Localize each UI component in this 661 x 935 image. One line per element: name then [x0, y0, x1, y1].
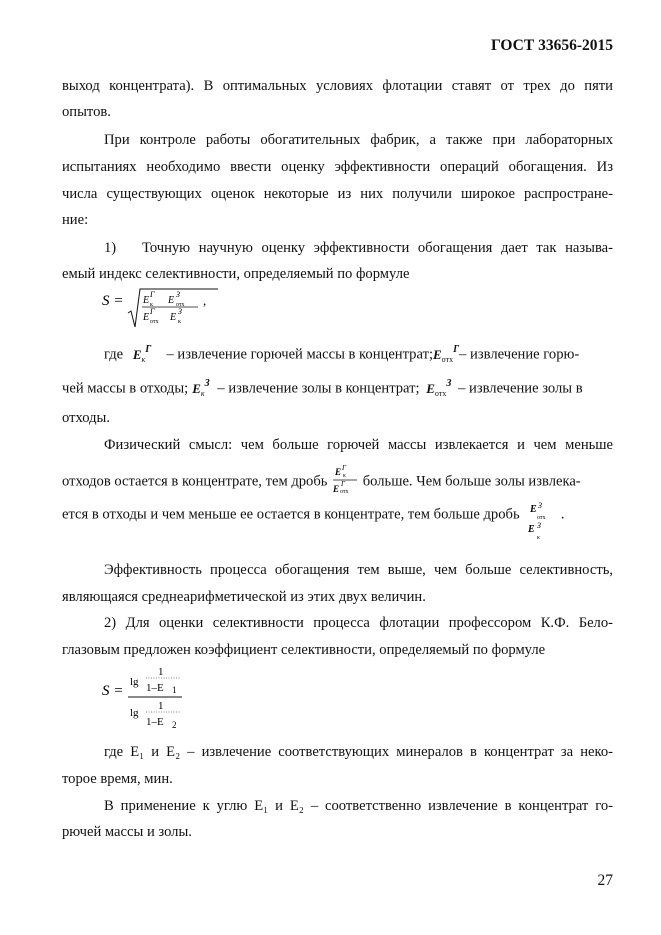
svg-text:E: E — [335, 467, 342, 477]
text-line: где $E_к^Г$ – извлечение горючей массы в $концентрат;E_{отх}^Г-$ извлечение горю- — [104, 341, 613, 369]
svg-text:S =: S = — [102, 683, 124, 699]
text-line: рючей массы и золы. — [62, 824, 192, 840]
svg-text:E: E — [170, 312, 177, 323]
svg-text:E: E — [143, 312, 150, 323]
text-line: ется в отходы и чем меньше ее остается в концентрате, тем больше дробь E З отх E З к . — [62, 501, 565, 541]
page-number: 27 — [597, 872, 613, 889]
svg-text:Г: Г — [341, 480, 346, 488]
svg-text:к: к — [150, 302, 153, 308]
svg-text:к: к — [343, 473, 346, 479]
svg-text:1–E: 1–E — [146, 716, 164, 728]
svg-text:отх: отх — [537, 515, 546, 521]
svg-text:1–E: 1–E — [146, 682, 164, 694]
svg-text:1: 1 — [172, 685, 177, 695]
svg-text:1: 1 — [158, 666, 164, 678]
svg-text:Г: Г — [150, 290, 155, 299]
text-line: отходы. — [62, 410, 110, 426]
svg-text:E: E — [168, 295, 175, 306]
svg-text:lg: lg — [130, 676, 139, 688]
text-line: Точную научную оценку эффективности обогащения дает так называ- — [142, 240, 613, 256]
text-line: емый индекс селективности, определяемый по формуле — [62, 266, 410, 282]
svg-text:к: к — [178, 319, 181, 325]
symbol-e-g-k: $E_к^Г$ — [132, 344, 152, 364]
svg-text:Г: Г — [342, 464, 347, 472]
symbol-e-g-otx: $E_{отх}^Г$ — [433, 344, 460, 364]
svg-text:З: З — [176, 290, 180, 299]
svg-text:E: E — [528, 524, 535, 535]
selectivity-index-formula — [100, 285, 220, 331]
symbol-e-z-otx: $E_{отх}^З$ — [426, 378, 452, 398]
svg-text:2: 2 — [172, 720, 177, 730]
text-line: 2) Для оценки селективности процесса флотации профессором К.Ф. Бело- — [104, 615, 613, 631]
text-line: Физический смысл: чем больше горючей массы извлекается и чем меньше — [104, 437, 613, 453]
text-line: испытаниях необходимо ввести оценку эффективности операций обогащения. Из — [62, 159, 613, 175]
fraction-ez — [523, 501, 557, 541]
svg-text:к: к — [537, 535, 541, 541]
text-line: ние: — [62, 212, 89, 228]
svg-text:Г: Г — [150, 307, 155, 316]
svg-text:отх: отх — [340, 489, 349, 495]
svg-text:отх: отх — [150, 319, 159, 325]
document-header: ГОСТ 33656-2015 — [490, 37, 613, 54]
text-line: отходов остается в концентрате, тем дробь E Г к E Г отх больше. Чем больше золы извлека- — [62, 464, 581, 495]
text-line: чей массы в отходы; $E_к^З$ – извлечение золы в концентрат; $E_{отх}^З$ – извлечение золы в — [62, 375, 613, 403]
symbol-e-z-k: $E_к^З$ — [192, 378, 210, 398]
text-line: торое время, мин. — [62, 771, 173, 787]
text-line: При контроле работы обогатительных фабрик, а также при лабораторных — [104, 132, 613, 148]
svg-text:lg: lg — [130, 707, 139, 719]
text-line: Эффективность процесса обогащения тем выше, чем больше селективность, — [104, 562, 613, 578]
svg-text:отх: отх — [176, 302, 185, 308]
svg-text:E: E — [143, 295, 150, 306]
svg-text:S =: S = — [102, 293, 124, 309]
selectivity-coefficient-formula — [100, 662, 210, 734]
svg-text:З: З — [537, 521, 542, 530]
svg-text:З: З — [538, 501, 543, 510]
svg-text:E: E — [530, 504, 537, 515]
list-number: 1) — [104, 240, 117, 256]
text-line: В применение к углю E₁ и E₂ – соответственно извлечение в концентрат го- — [104, 798, 613, 814]
text-line: где E₁ и E₂ – извлечение соответствующих минералов в концентрат за неко- — [104, 744, 613, 760]
text-line: глазовым предложен коэффициент селективности, определяемый по формуле — [62, 642, 546, 658]
text-line: являющаяся среднеарифметической из этих двух величин. — [62, 589, 426, 605]
svg-text:1: 1 — [158, 700, 164, 712]
text-line: опытов. — [62, 104, 111, 120]
text-line: выход концентрата). В оптимальных условиях флотации ставят от трех до пяти — [62, 78, 613, 94]
svg-text:З: З — [178, 307, 182, 316]
svg-text:E: E — [333, 484, 340, 494]
fraction-eg — [331, 464, 359, 495]
text-line: числа существующих оценок некоторые из них получили широкое распростране- — [62, 186, 613, 202]
svg-text:,: , — [203, 293, 207, 308]
